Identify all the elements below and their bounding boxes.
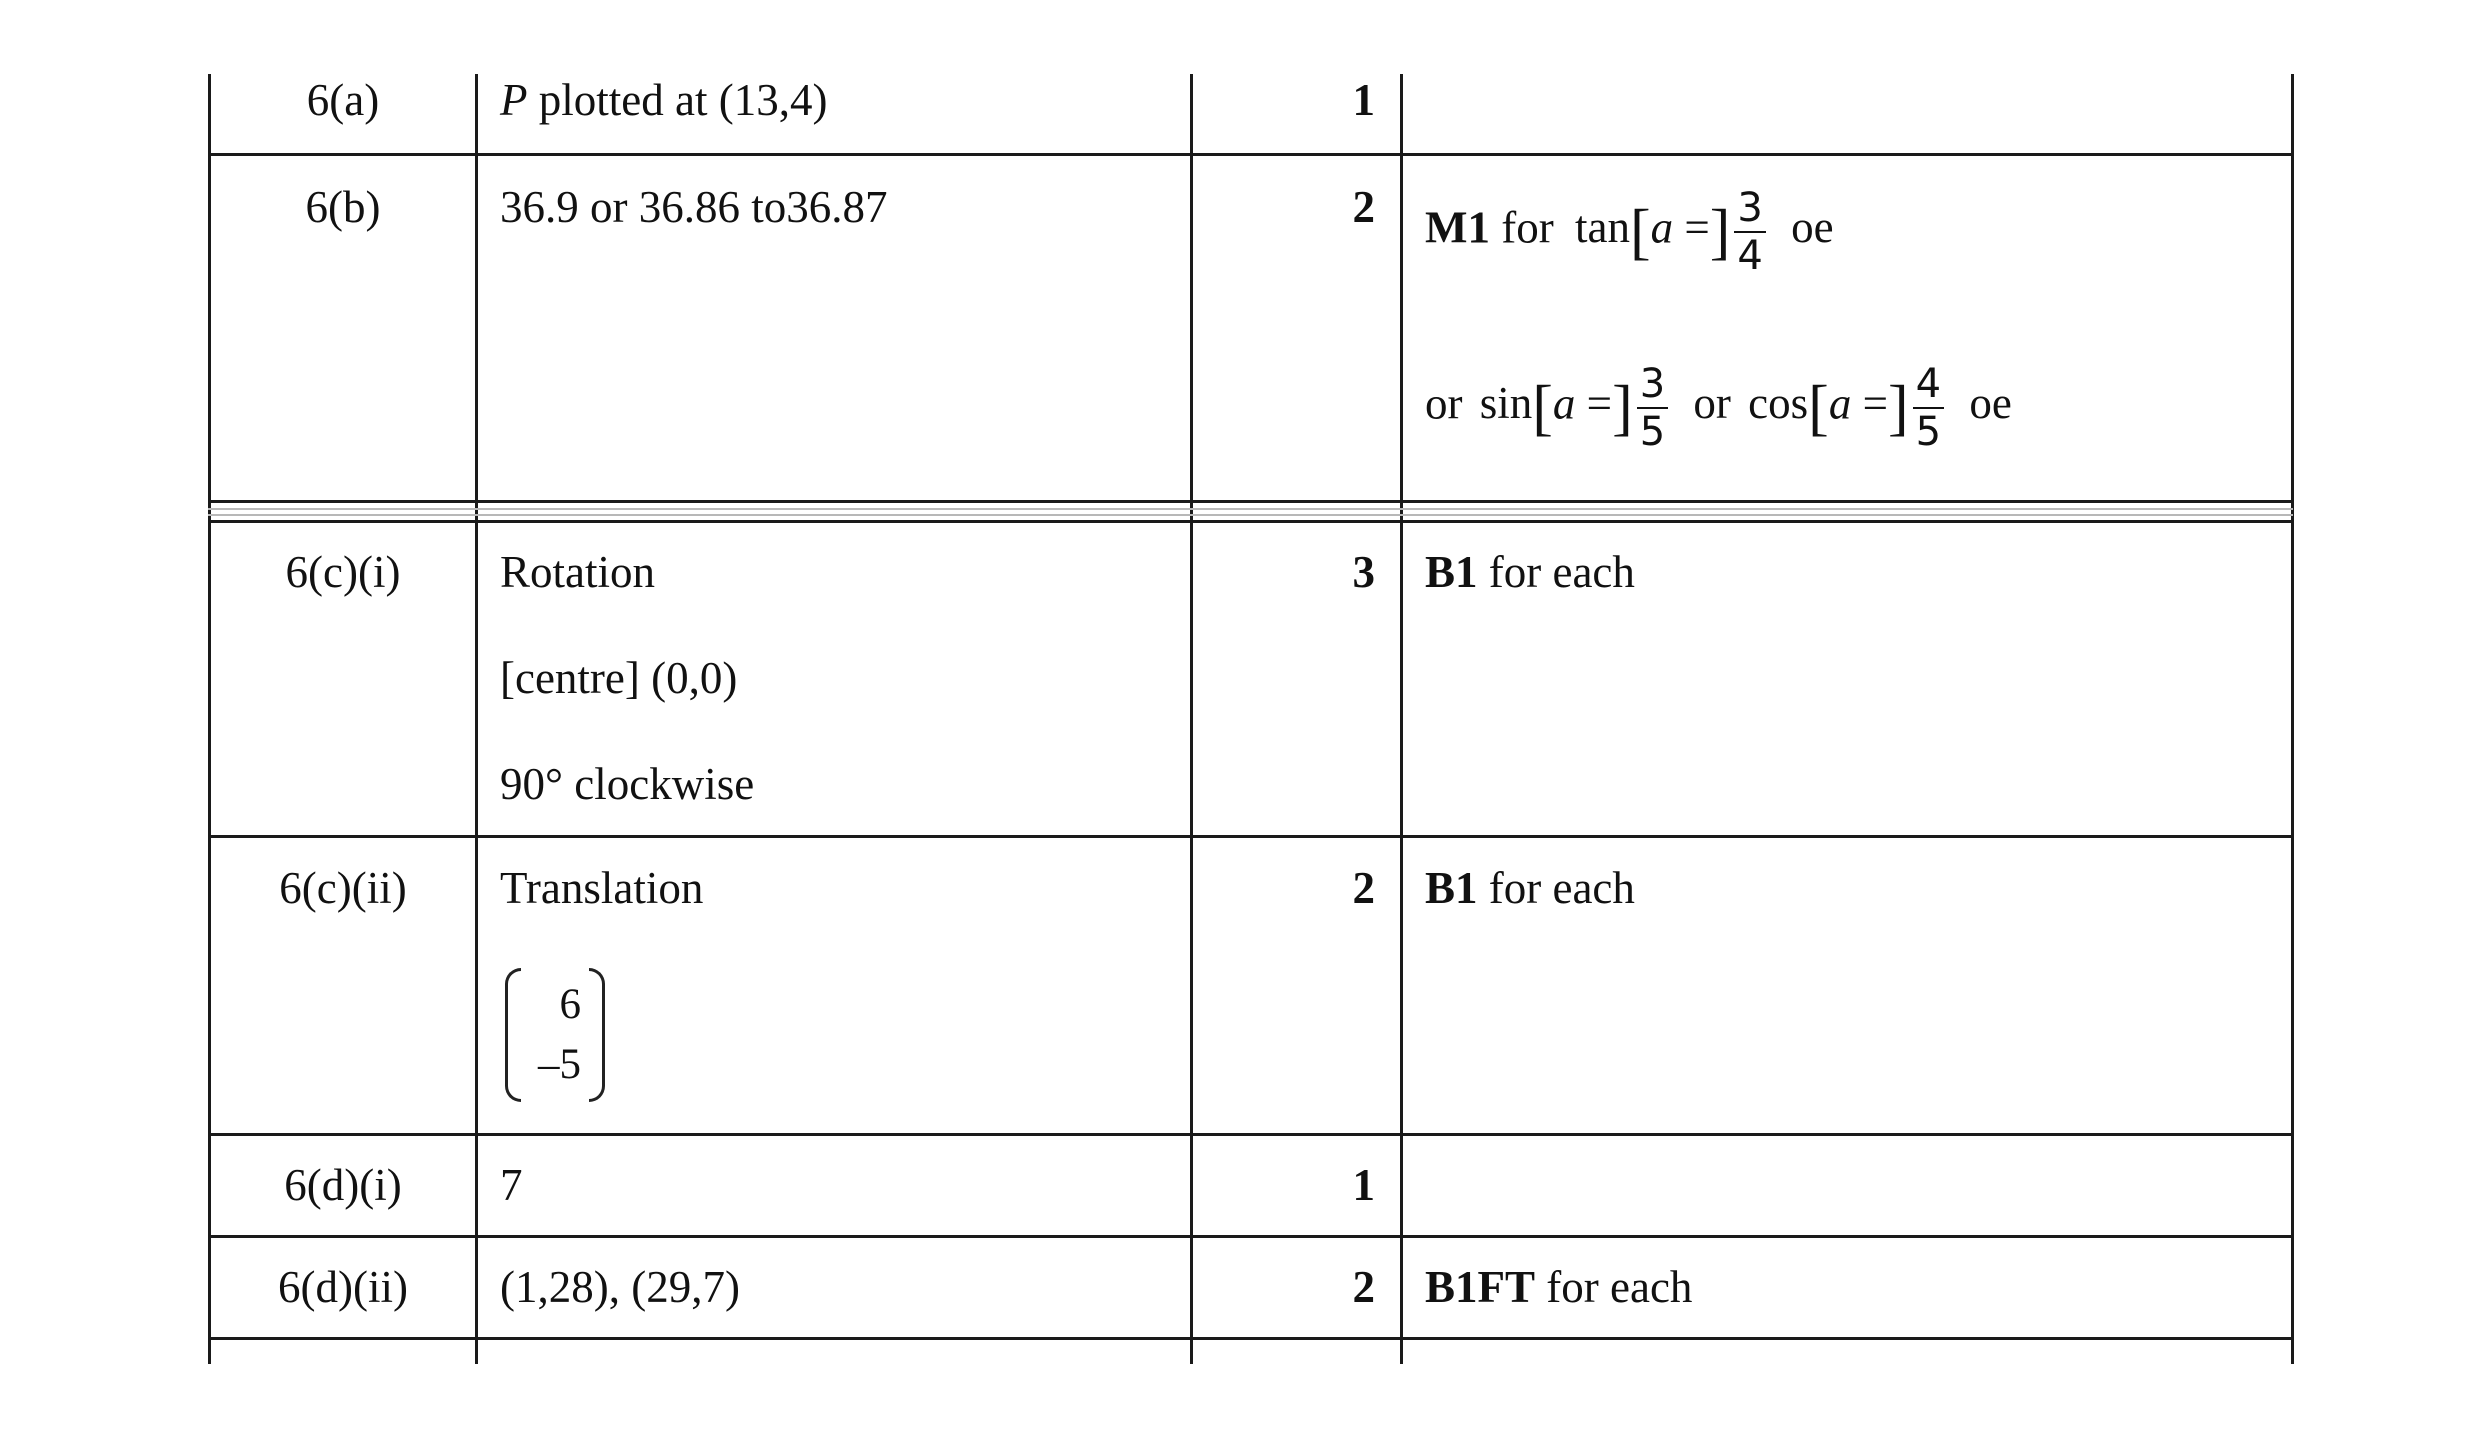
guidance-line — [1425, 185, 1834, 279]
right-parenthesis — [589, 968, 605, 1102]
bracket: ] — [1887, 373, 1909, 442]
guidance-suffix: oe — [1791, 202, 1834, 253]
guidance-text: for each — [1546, 1262, 1693, 1312]
marks-value: 2 — [1352, 863, 1375, 913]
question-label: 6(d)(i) — [284, 1160, 402, 1210]
row-border — [208, 1235, 2293, 1238]
fraction-numerator: 4 — [1915, 361, 1942, 407]
guidance-text: for each — [1488, 863, 1635, 913]
guidance-text: or — [1425, 378, 1463, 429]
answer-line: [centre] (0,0) — [500, 653, 738, 703]
guidance-text: for — [1501, 202, 1554, 253]
guidance-line — [1425, 361, 2012, 455]
fraction — [1637, 361, 1668, 455]
question-label: 6(a) — [306, 75, 380, 125]
marks-value: 1 — [1352, 1160, 1375, 1210]
fraction — [1913, 361, 1944, 455]
answer-line: Rotation — [500, 547, 655, 597]
fraction-denominator: 5 — [1913, 407, 1944, 452]
answer-line: 90° clockwise — [500, 759, 755, 809]
fraction — [1734, 185, 1765, 279]
guidance-suffix: oe — [1969, 378, 2012, 429]
variable: a — [1828, 378, 1852, 429]
equals-sign: = — [1862, 378, 1888, 429]
guidance-text: or — [1693, 378, 1731, 429]
guidance-line — [1425, 864, 1635, 914]
bracket: ] — [1709, 197, 1731, 266]
question-label: 6(c)(ii) — [279, 863, 407, 913]
answer-cell — [500, 76, 827, 126]
guidance-line — [1425, 1263, 1692, 1313]
answer-text: plotted at (13,4) — [538, 75, 828, 125]
row-border — [208, 500, 2293, 503]
function-name: tan — [1574, 202, 1630, 253]
row-border — [208, 1337, 2293, 1340]
row-border — [208, 1133, 2293, 1136]
mark-code: B1 — [1425, 547, 1478, 597]
column-border — [475, 74, 478, 1364]
row-border — [208, 520, 2293, 523]
column-border — [1400, 74, 1403, 1364]
column-vector — [505, 968, 605, 1102]
row-border — [208, 153, 2293, 156]
marks-value: 1 — [1352, 75, 1375, 125]
question-label: 6(c)(i) — [285, 547, 401, 597]
question-label: 6(d)(ii) — [278, 1262, 408, 1312]
row-border — [208, 508, 2293, 510]
bracket: ] — [1612, 373, 1633, 442]
vector-top: 6 — [559, 981, 581, 1028]
fraction-denominator: 4 — [1734, 231, 1765, 276]
equals-sign: = — [1684, 202, 1710, 253]
bracket: [ — [1808, 373, 1829, 442]
answer-text: Translation — [500, 863, 704, 913]
column-border — [1190, 74, 1193, 1364]
variable: a — [1552, 378, 1576, 429]
bracket: [ — [1532, 373, 1553, 442]
guidance-text: for each — [1488, 547, 1635, 597]
answer-variable: P — [500, 75, 528, 125]
equals-sign: = — [1586, 378, 1613, 429]
mark-code: B1FT — [1425, 1262, 1536, 1312]
answer-text: 7 — [500, 1160, 523, 1210]
mark-code: M1 — [1425, 202, 1490, 253]
row-border — [208, 835, 2293, 838]
guidance-line — [1425, 548, 1635, 598]
variable: a — [1650, 202, 1674, 253]
answer-text: (1,28), (29,7) — [500, 1262, 740, 1312]
bracket: [ — [1629, 197, 1651, 266]
column-border — [2291, 74, 2294, 1364]
question-label: 6(b) — [305, 182, 381, 232]
answer-text: 36.9 or 36.86 to36.87 — [500, 182, 888, 232]
row-border — [208, 514, 2293, 516]
function-name: cos — [1748, 378, 1809, 429]
function-name: sin — [1479, 378, 1533, 429]
fraction-numerator: 3 — [1639, 361, 1666, 407]
mark-code: B1 — [1425, 863, 1478, 913]
fraction-numerator: 3 — [1737, 185, 1763, 231]
fraction-denominator: 5 — [1637, 407, 1668, 452]
marks-value: 2 — [1352, 1262, 1375, 1312]
vector-bottom: –5 — [538, 1041, 581, 1088]
marks-value: 3 — [1352, 547, 1375, 597]
marks-value: 2 — [1352, 182, 1375, 232]
left-parenthesis — [505, 968, 521, 1102]
